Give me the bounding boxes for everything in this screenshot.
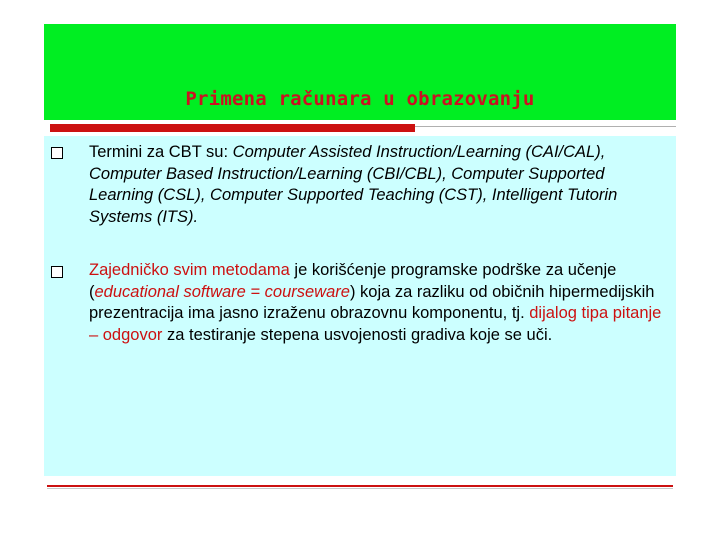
bullet2-text-1: Zajedničko svim metodama [89,261,290,279]
footer-rule-red [47,485,673,487]
bullet2-text-2: je korišćenje programske podrške za učenje ( [89,261,617,301]
bullet-square-icon [51,147,63,159]
bullet-square-icon [51,266,63,278]
bullet-paragraph-1 [89,142,669,228]
slide-title: Primena računara u obrazovanju [185,88,535,110]
footer-rule-gray [47,488,673,489]
bullet1-text-2: Computer Assisted Instruction/Learning (CAI/CAL), Computer Based Instruction/Learning (CBI/CBL), Computer Supported Learning (CSL), Computer Supported Teaching (CST), Intelligent Tutorin Systems (ITS). [89,143,618,226]
bullet2-text-4: ) koja za razliku od običnih hipermedijskih prezentracija ima jasno izraženu obrazovnu komponentu, tj. [89,282,655,322]
bullet-paragraph-2 [89,260,669,346]
bullet2-text-6: za testiranje stepena usvojenosti gradiva koje se uči. [162,325,553,344]
bullet2-text-3: educational software = courseware [94,282,350,301]
bullet2-text-5: dijalog tipa pitanje – odgovor [89,304,662,344]
title-underline-red [50,124,415,132]
title-underline-gray [415,126,676,127]
bullet1-text-1: Termini za CBT su: [89,143,233,161]
